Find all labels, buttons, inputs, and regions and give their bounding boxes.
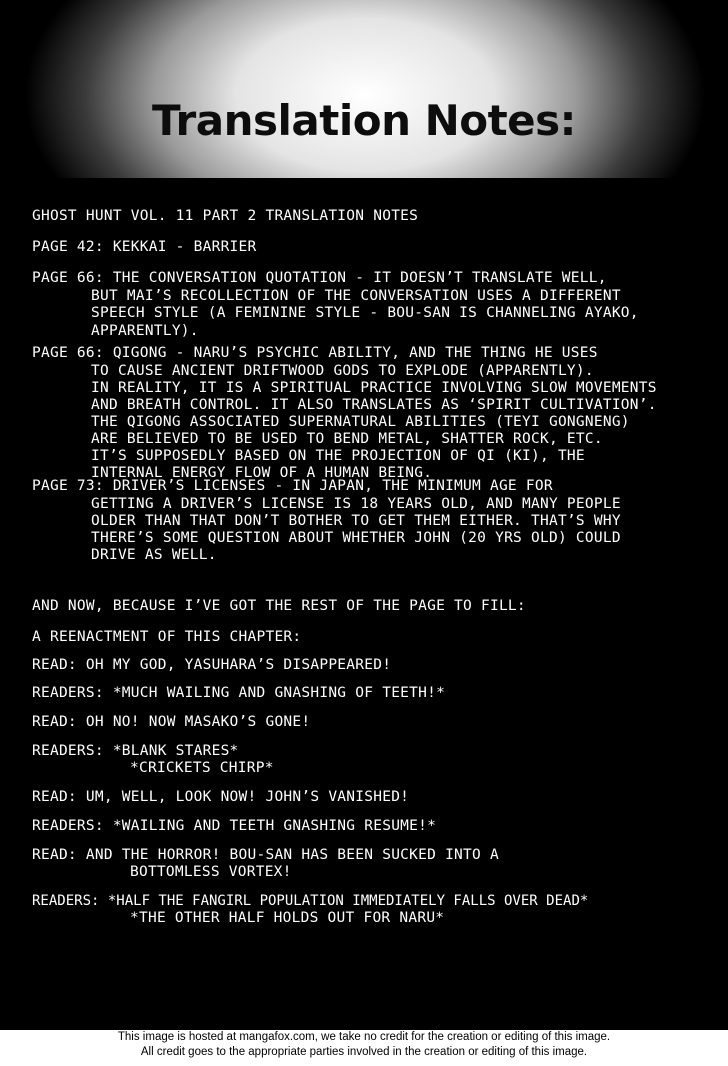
note-quotation-line: PAGE 66: THE CONVERSATION QUOTATION - IT DOESN’T TRANSLATE WELL, <box>32 270 607 286</box>
note-qigong-line: TO CAUSE ANCIENT DRIFTWOOD GODS TO EXPLODE (APPARENTLY). <box>91 363 594 379</box>
note-licenses-line: OLDER THAN THAT DON’T BOTHER TO GET THEM EITHER. THAT’S WHY <box>91 513 621 529</box>
note-licenses-line: PAGE 73: DRIVER’S LICENSES - IN JAPAN, THE MINIMUM AGE FOR <box>32 478 553 494</box>
notes-heading: GHOST HUNT VOL. 11 PART 2 TRANSLATION NOTES <box>32 208 419 224</box>
note-licenses-line: GETTING A DRIVER’S LICENSE IS 18 YEARS OLD, AND MANY PEOPLE <box>91 496 621 512</box>
note-qigong-line: AND BREATH CONTROL. IT ALSO TRANSLATES AS ‘SPIRIT CULTIVATION’. <box>91 397 657 413</box>
reenactment-line: *THE OTHER HALF HOLDS OUT FOR NARU* <box>130 910 445 926</box>
reenactment-line: READERS: *HALF THE FANGIRL POPULATION IMMEDIATELY FALLS OVER DEAD* <box>32 893 589 909</box>
note-quotation-line: SPEECH STYLE (A FEMININE STYLE - BOU-SAN IS CHANNELING AYAKO, <box>91 305 639 321</box>
notes-body <box>0 178 728 1030</box>
page-title: Translation Notes: <box>152 96 576 145</box>
note-qigong-line: IN REALITY, IT IS A SPIRITUAL PRACTICE INVOLVING SLOW MOVEMENTS <box>91 380 657 396</box>
reenactment-intro: AND NOW, BECAUSE I’VE GOT THE REST OF THE PAGE TO FILL: <box>32 598 526 614</box>
reenactment-line: READ: OH MY GOD, YASUHARA’S DISAPPEARED! <box>32 657 392 673</box>
note-qigong-line: PAGE 66: QIGONG - NARU’S PSYCHIC ABILITY, AND THE THING HE USES <box>32 345 598 361</box>
reenactment-title: A REENACTMENT OF THIS CHAPTER: <box>32 629 302 645</box>
reenactment-line: READERS: *WAILING AND TEETH GNASHING RESUME!* <box>32 818 437 834</box>
note-licenses-line: DRIVE AS WELL. <box>91 547 217 563</box>
reenactment-line: BOTTOMLESS VORTEX! <box>130 864 292 880</box>
note-licenses-line: THERE’S SOME QUESTION ABOUT WHETHER JOHN (20 YRS OLD) COULD <box>91 530 621 546</box>
note-qigong-line: ARE BELIEVED TO BE USED TO BEND METAL, SHATTER ROCK, ETC. <box>91 431 603 447</box>
note-kekkai: PAGE 42: KEKKAI - BARRIER <box>32 239 257 255</box>
reenactment-line: READERS: *BLANK STARES* <box>32 743 239 759</box>
reenactment-line: READ: UM, WELL, LOOK NOW! JOHN’S VANISHED! <box>32 789 410 805</box>
reenactment-line: READERS: *MUCH WAILING AND GNASHING OF TEETH!* <box>32 685 446 701</box>
reenactment-line: READ: OH NO! NOW MASAKO’S GONE! <box>32 714 311 730</box>
note-quotation-line: BUT MAI’S RECOLLECTION OF THE CONVERSATION USES A DIFFERENT <box>91 288 621 304</box>
note-qigong-line: THE QIGONG ASSOCIATED SUPERNATURAL ABILITIES (TEYI GONGNENG) <box>91 414 630 430</box>
note-qigong-line: INTERNAL ENERGY FLOW OF A HUMAN BEING. <box>91 465 433 481</box>
reenactment-line: *CRICKETS CHIRP* <box>130 760 274 776</box>
header-banner <box>0 0 728 178</box>
footer-line: All credit goes to the appropriate parties involved in the creation or editing of this image. <box>140 1046 588 1058</box>
note-quotation-line: APPARENTLY). <box>91 323 199 339</box>
reenactment-line: READ: AND THE HORROR! BOU-SAN HAS BEEN SUCKED INTO A <box>32 847 499 863</box>
footer-line: This image is hosted at mangafox.com, we take no credit for the creation or editing of this image. <box>117 1031 611 1043</box>
hosting-credit-footer <box>0 1030 728 1066</box>
note-qigong-line: IT’S SUPPOSEDLY BASED ON THE PROJECTION OF QI (KI), THE <box>91 448 585 464</box>
